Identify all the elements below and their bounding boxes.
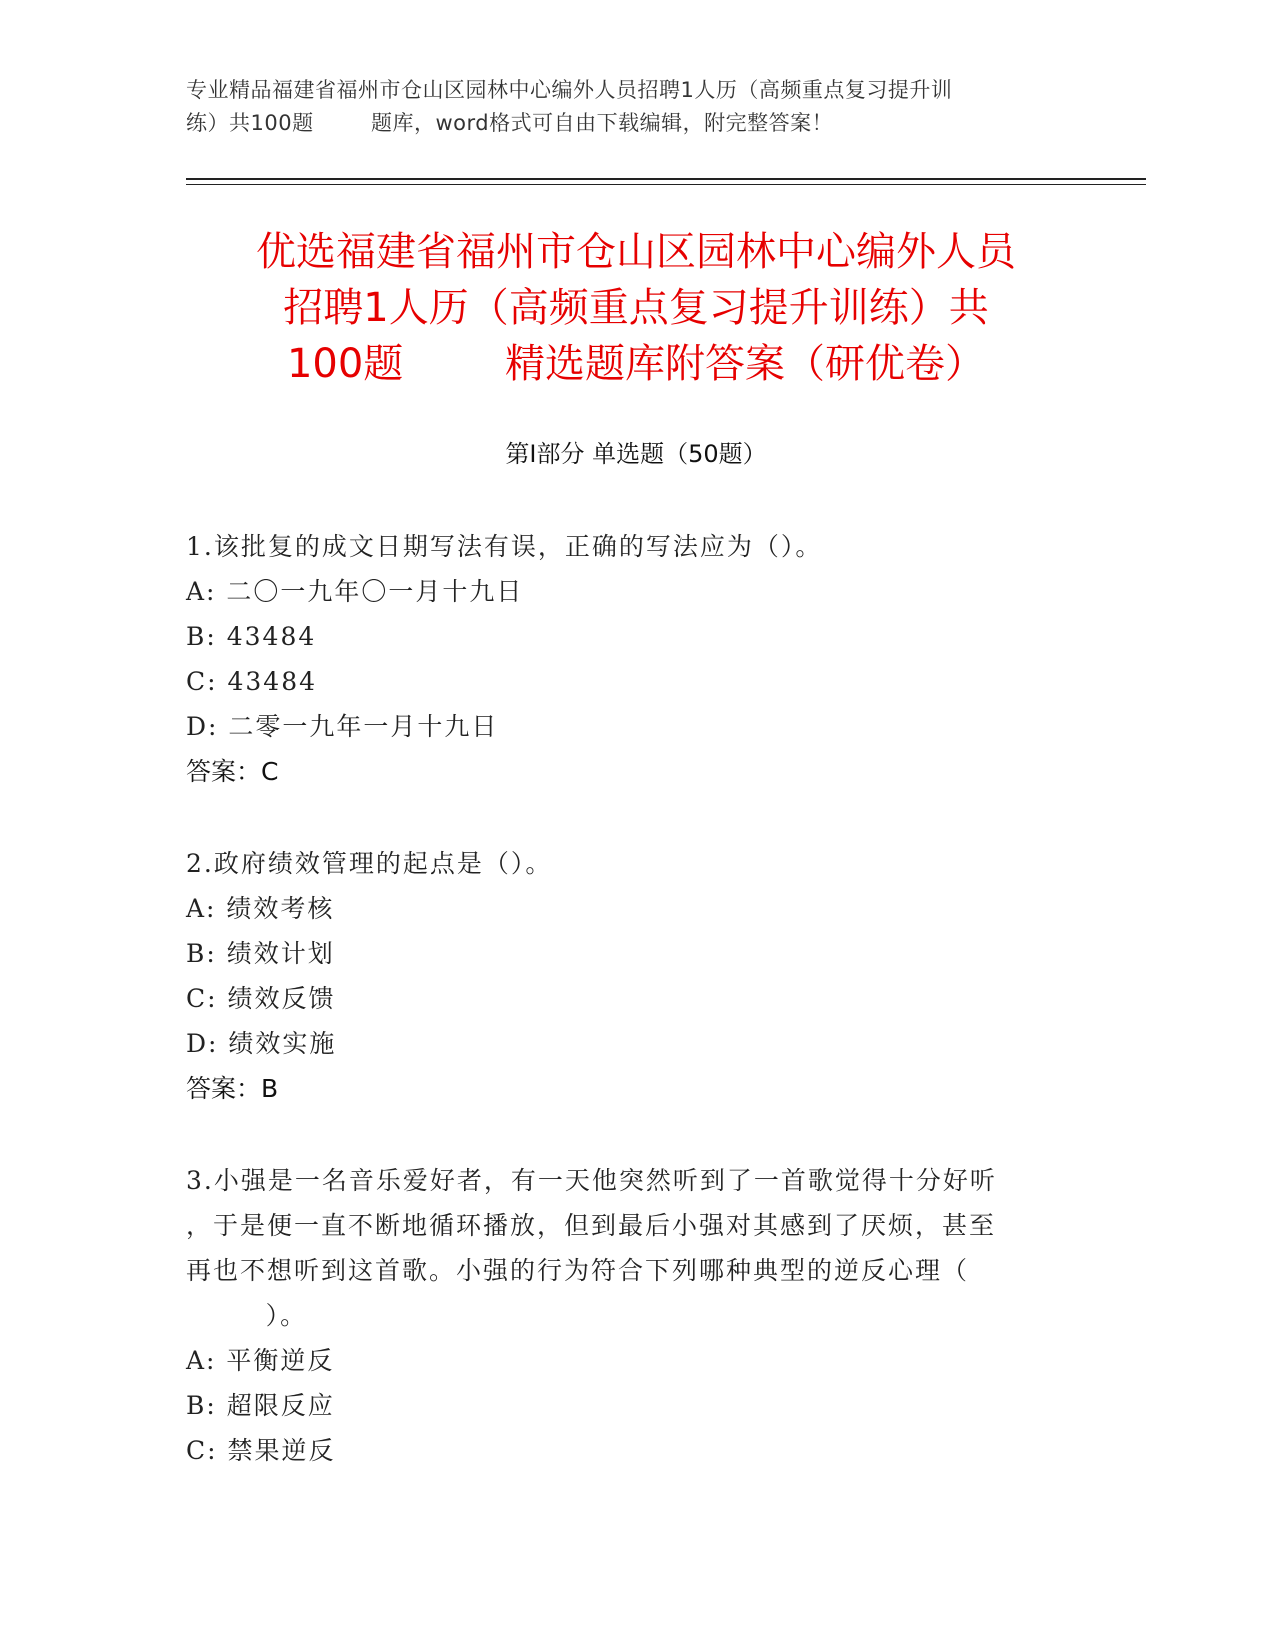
- answer-text: 答案：C: [186, 757, 279, 786]
- question-stem-line: 2.政府绩效管理的起点是（）。: [186, 849, 553, 878]
- header-note-line: 练）共100题 题库，word格式可自由下载编辑，附完整答案！: [186, 111, 834, 135]
- option-a: A: 二〇一九年〇一月十九日: [186, 577, 524, 606]
- option-a: A: 绩效考核: [186, 894, 335, 923]
- option-d: D: 绩效实施: [186, 1029, 337, 1058]
- question-stem-line: 再也不想听到这首歌。小强的行为符合下列哪种典型的逆反心理（: [186, 1256, 970, 1285]
- document-title-line: 招聘1人历（高频重点复习提升训练）共: [283, 285, 989, 331]
- document-title: [186, 224, 1086, 392]
- question-list: [186, 524, 1086, 1520]
- header-divider: [186, 178, 1146, 180]
- question-item: [186, 524, 1086, 794]
- question-stem-line: 3.小强是一名音乐爱好者，有一天他突然听到了一首歌觉得十分好听: [186, 1166, 997, 1195]
- question-stem-line: 1.该批复的成文日期写法有误，正确的写法应为（）。: [186, 532, 823, 561]
- header-divider-thin: [186, 184, 1146, 185]
- document-title-line: 优选福建省福州市仓山区园林中心编外人员: [256, 229, 1016, 275]
- header-note: [186, 74, 1086, 140]
- question-stem-line: ，于是便一直不断地循环播放，但到最后小强对其感到了厌烦，甚至: [186, 1211, 997, 1240]
- document-title-line: 100题 精选题库附答案（研优卷）: [286, 341, 986, 387]
- option-c: C: 绩效反馈: [186, 984, 336, 1013]
- option-a: A: 平衡逆反: [186, 1346, 335, 1375]
- question-stem: [186, 841, 1086, 886]
- option-c: C: 禁果逆反: [186, 1436, 336, 1465]
- question-item: [186, 841, 1086, 1111]
- option-c: C: 43484: [186, 667, 318, 696]
- option-d: D: 二零一九年一月十九日: [186, 712, 499, 741]
- option-b: B: 绩效计划: [186, 939, 335, 968]
- section-title: 第Ⅰ部分 单选题（50题）: [505, 440, 767, 468]
- question-stem: [186, 524, 1086, 569]
- option-b: B: 43484: [186, 622, 317, 651]
- question-stem-line: ）。: [186, 1301, 308, 1330]
- option-b: B: 超限反应: [186, 1391, 335, 1420]
- header-note-line: 专业精品福建省福州市仓山区园林中心编外人员招聘1人历（高频重点复习提升训: [186, 78, 953, 102]
- question-item: [186, 1158, 1086, 1473]
- question-stem: [186, 1158, 1086, 1338]
- answer-text: 答案：B: [186, 1074, 279, 1103]
